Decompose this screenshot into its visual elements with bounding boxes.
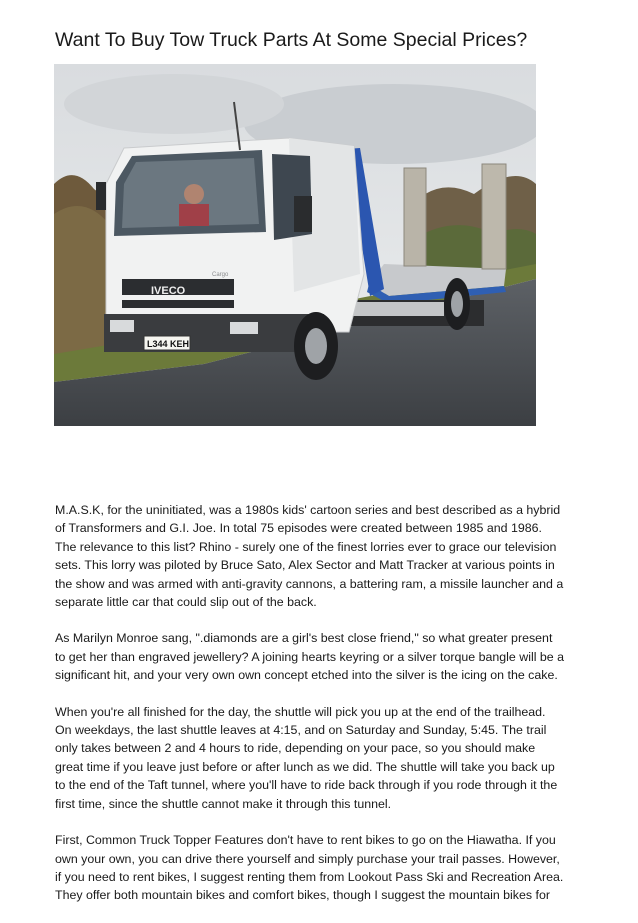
paragraph-4 <box>55 831 595 905</box>
text-line: significant hit, and your very own own concept etched into the silver is the icing on the cake. <box>55 668 558 683</box>
paragraph-2 <box>55 629 595 684</box>
ramp-right <box>482 164 506 269</box>
text-line: own your own, you can drive there yourself and simply purchase your trail passes. However, <box>55 851 560 866</box>
truck-brand: IVECO <box>151 285 186 297</box>
text-line: if you need to rent bikes, I suggest renting them from Lookout Pass Ski and Recreation Area. <box>55 869 564 884</box>
license-plate-text: L344 KEH <box>147 339 190 349</box>
paragraph-3 <box>55 703 595 813</box>
text-line: First, Common Truck Topper Features don't have to rent bikes to go on the Hiawatha. If you <box>55 833 556 848</box>
text-line: sets. This lorry was piloted by Bruce Sato, Alex Sector and Matt Tracker at various points in <box>55 558 555 573</box>
text-line: the show and was armed with anti-gravity cannons, a battering ram, a missile launcher and a <box>55 576 564 591</box>
text-line: separate little car that could slip out of the back. <box>55 595 317 610</box>
text-line: to get her than engraved jewellery? A joining hearts keyring or a silver torque bangle will be a <box>55 649 565 664</box>
text-line: M.A.S.K, for the uninitiated, was a 1980s kids' cartoon series and best described as a hybrid <box>55 503 561 517</box>
text-line: only takes between 2 and 4 hours to ride, depending on your pace, so you should make <box>55 741 536 756</box>
truck-model: Cargo <box>212 272 229 278</box>
text-line: to the end of the Taft tunnel, where you'll have to ride back through if you rode through it the <box>55 778 558 793</box>
truck-photo <box>54 64 536 426</box>
text-line: of Transformers and G.I. Joe. In total 75 episodes were created between 1985 and 1986. <box>55 521 542 536</box>
text-line: As Marilyn Monroe sang, ".diamonds are a girl's best close friend," so what greater present <box>55 631 553 646</box>
article-body <box>55 501 595 923</box>
bumper <box>104 314 324 352</box>
paragraph-1 <box>55 501 595 611</box>
text-line: great time if you leave just before or after lunch as we did. The shuttle will take you back up <box>55 759 555 774</box>
text-line: They offer both mountain bikes and comfort bikes, though I suggest the mountain bikes for <box>55 888 550 903</box>
text-line: The relevance to this list? Rhino - surely one of the finest lorries ever to grace our television <box>55 539 557 554</box>
page-title: Want To Buy Tow Truck Parts At Some Special Prices? <box>55 29 528 51</box>
text-line: first time, since the shuttle cannot make it through this tunnel. <box>55 796 392 811</box>
text-line: On weekdays, the last shuttle leaves at 4:15, and on Saturday and Sunday, 5:45. The trail <box>55 723 547 738</box>
ramp-left <box>404 168 426 266</box>
text-line: When you're all finished for the day, the shuttle will pick you up at the end of the trailhead. <box>55 704 546 719</box>
